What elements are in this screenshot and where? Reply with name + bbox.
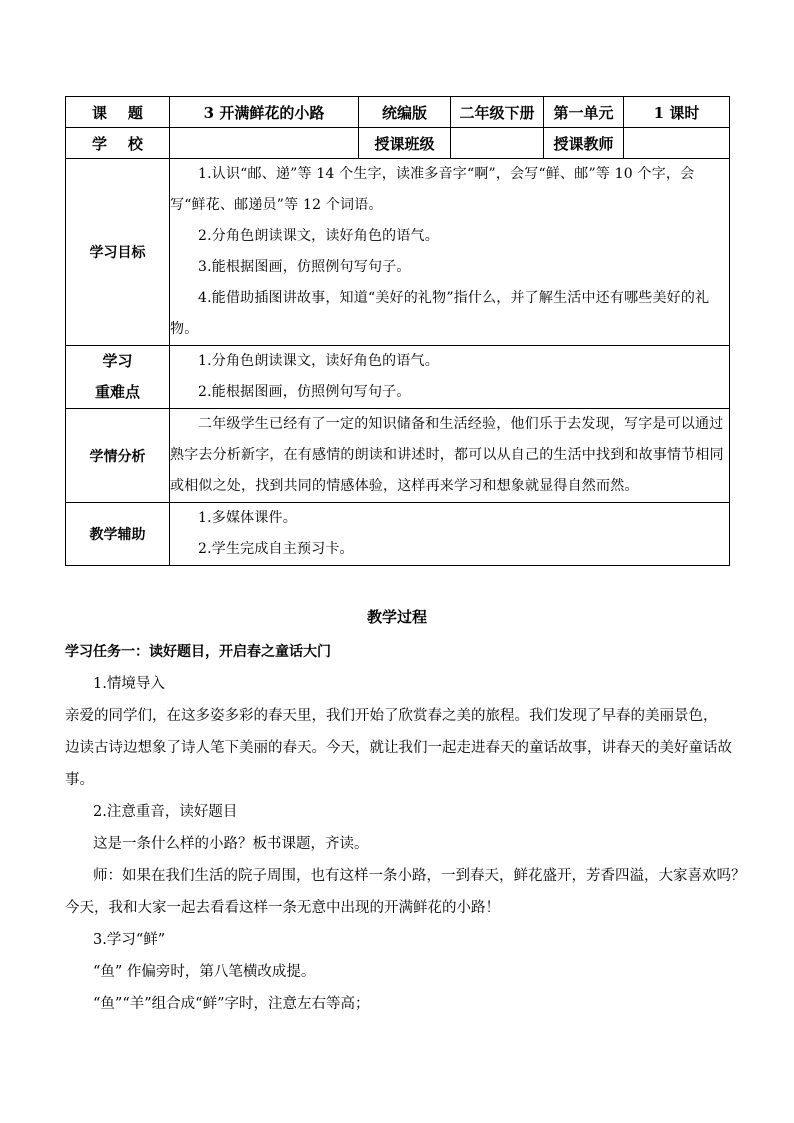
school-label: 学 校 (66, 128, 170, 159)
goal-line: 2.分角色朗读课文，读好角色的语气。 (198, 228, 439, 244)
aid-line: 2.学生完成自主预习卡。 (198, 541, 354, 557)
paragraph-line: 今天，我和大家一起去看看这样一条无意中出现的开满鲜花的小路！ (65, 900, 500, 916)
keypoints-content (170, 346, 730, 409)
step-heading: 2.注意重音，读好题目 (93, 804, 238, 820)
goal-line: 1.认识“邮、递”等 14 个生字，读准多音字“啊”，会写“鲜、邮”等 10 个字，会 (198, 166, 695, 182)
process-title: 教学过程 (366, 608, 427, 626)
course-title-value: 3 开满鲜花的小路 (170, 97, 359, 128)
paragraph-line: 亲爱的同学们，在这多姿多彩的春天里，我们开始了欣赏春之美的旅程。我们发现了早春的美丽景色， (65, 708, 718, 724)
keypoints-label (66, 346, 170, 409)
goal-line: 4.能借助插图讲故事，知道“美好的礼物”指什么，并了解生活中还有哪些美好的礼 (198, 290, 710, 306)
teacher-label: 授课教师 (544, 128, 624, 159)
keypoints-label-line2: 重难点 (94, 383, 140, 401)
analysis-line: 或相似之处，找到共同的情感体验，这样再来学习和想象就显得自然而然。 (170, 478, 639, 494)
table-row (66, 159, 730, 346)
analysis-line: 二年级学生已经有了一定的知识储备和生活经验，他们乐于去发现，写字是可以通过 (198, 416, 724, 432)
paragraph-line: 这是一条什么样的小路？板书课题，齐读。 (93, 836, 369, 852)
class-label: 授课班级 (359, 128, 451, 159)
process-body (65, 636, 746, 1020)
goal-line: 写“鲜花、邮递员”等 12 个词语。 (170, 197, 383, 213)
course-title-label: 课 题 (66, 97, 170, 128)
keypoints-label-line1: 学习 (102, 352, 133, 370)
unit-cell: 第一单元 (544, 97, 624, 128)
paragraph-line: 事。 (65, 772, 94, 788)
table-row (66, 346, 730, 409)
goal-line: 3.能根据图画，仿照例句写句子。 (198, 259, 411, 275)
step-heading: 1.情境导入 (93, 676, 165, 692)
paragraph-line: 师：如果在我们生活的院子周围，也有这样一条小路，一到春天，鲜花盛开，芳香四溢，大家喜欢吗？ (93, 868, 746, 884)
aid-line: 1.多媒体课件。 (198, 510, 297, 526)
goal-line: 物。 (170, 321, 199, 337)
table-row (66, 128, 730, 159)
step-heading: 3.学习“鲜” (93, 932, 166, 948)
aids-content (170, 503, 730, 566)
aids-label: 教学辅助 (66, 503, 170, 566)
lesson-plan-table (65, 96, 730, 566)
class-value (451, 128, 544, 159)
goals-content (170, 159, 730, 346)
table-row (66, 97, 730, 128)
edition-cell: 统编版 (359, 97, 451, 128)
keypoint-line: 2.能根据图画，仿照例句写句子。 (198, 384, 411, 400)
school-value (170, 128, 359, 159)
teacher-value (624, 128, 730, 159)
keypoint-line: 1.分角色朗读课文，读好角色的语气。 (198, 353, 439, 369)
paragraph-line: “鱼”“羊”组合成“鲜”字时，注意左右等高； (93, 996, 370, 1012)
table-row (66, 409, 730, 503)
grade-cell: 二年级下册 (451, 97, 544, 128)
analysis-label: 学情分析 (66, 409, 170, 503)
period-cell: 1 课时 (624, 97, 730, 128)
goals-label: 学习目标 (66, 159, 170, 346)
analysis-line: 熟字去分析新字，在有感情的朗读和讲述时，都可以从自己的生活中找到和故事情节相同 (170, 447, 724, 463)
analysis-content (170, 409, 730, 503)
table-row (66, 503, 730, 566)
paragraph-line: “鱼” 作偏旁时，第八笔横改成提。 (93, 964, 316, 980)
task-heading: 学习任务一：读好题目，开启春之童话大门 (65, 644, 331, 660)
paragraph-line: 边读古诗边想象了诗人笔下美丽的春天。今天，就让我们一起走进春天的童话故事，讲春天的美好童话故 (65, 740, 732, 756)
